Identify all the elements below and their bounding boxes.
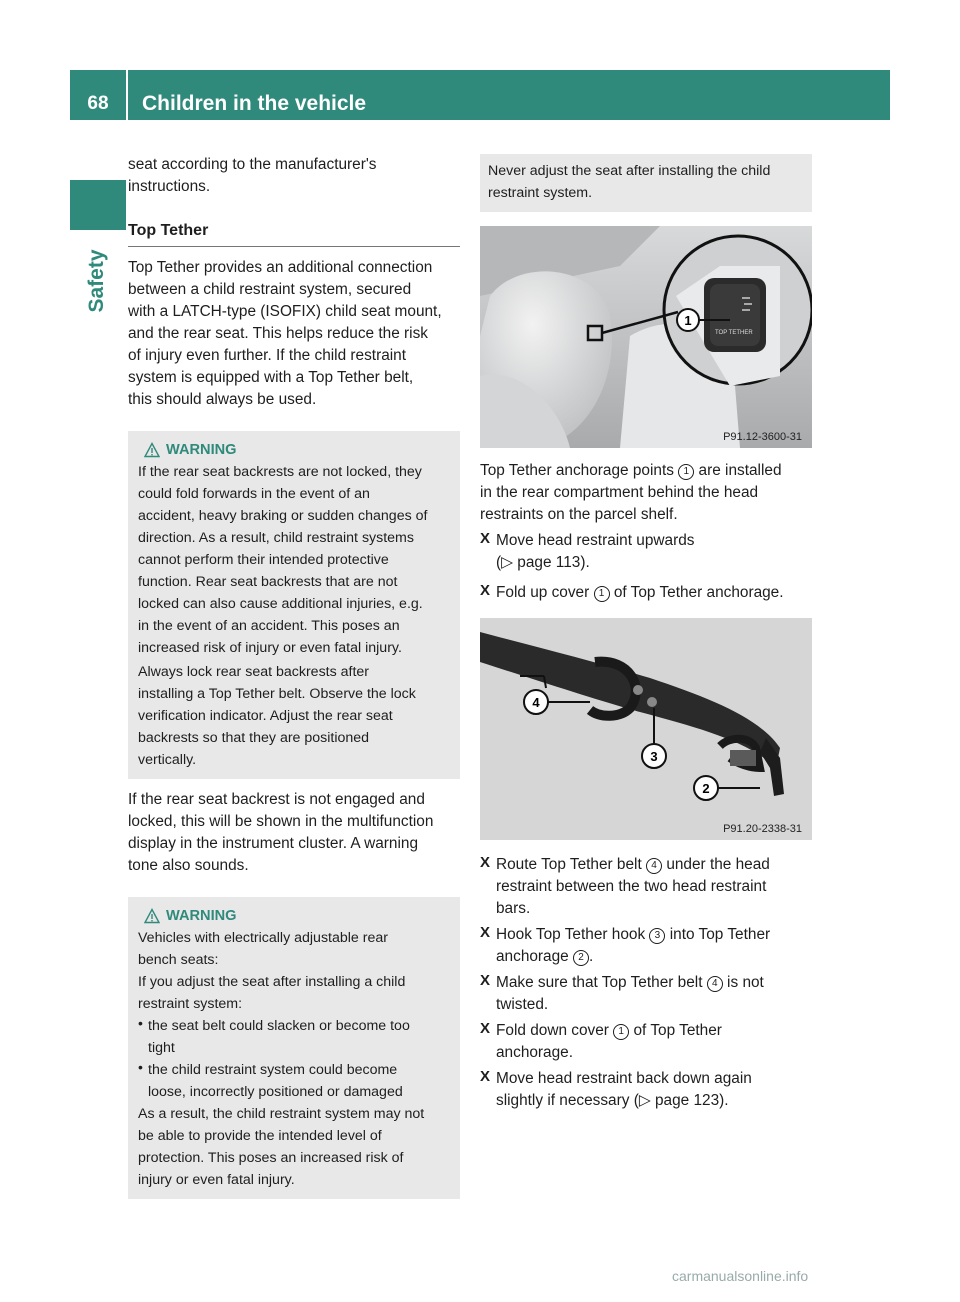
warning-instructions: Always lock rear seat backrests after installing a Top Tether belt. Observe the lock verification indicator. Adjust the rear seat backrests so that they are positioned vertically. [138, 664, 416, 768]
warning-text: Vehicles with electrically adjustable rear bench seats: [138, 930, 388, 968]
note-text: Never adjust the seat after installing the child restraint system. [488, 163, 771, 201]
note-box [480, 154, 812, 212]
figure-code: P91.20-2338-31 [723, 823, 802, 835]
instruction-step: X Make sure that Top Tether belt 4 is not twisted. [480, 972, 764, 1013]
warning-heading: WARNING [138, 439, 450, 461]
callout-1: 1 [684, 313, 692, 328]
intro-text: seat according to the manufacturer's instructions. [128, 156, 377, 195]
figure-illustration [480, 618, 812, 840]
section-tab-marker [70, 180, 126, 230]
heading-rule [128, 246, 460, 247]
watermark: carmanualsonline.info [672, 1268, 809, 1284]
figure-top-tether-hook [480, 618, 812, 840]
instruction-step: X Route Top Tether belt 4 under the head restraint between the two head restraint bars. [480, 854, 770, 917]
page-title: Children in the vehicle [142, 92, 367, 115]
warning-box-seat-adjust [128, 897, 460, 1199]
figure-illustration [480, 226, 812, 448]
anchorage-description: Top Tether anchorage points 1 are installed in the rear compartment behind the head restraints on the parcel shelf. [480, 462, 782, 523]
warning-bullet: • the child restraint system could become loose, incorrectly positioned or damaged [138, 1059, 403, 1100]
figure-code: P91.12-3600-31 [723, 431, 802, 443]
warning-conclusion: As a result, the child restraint system may not be able to provide the intended level of protection. This poses an increased risk of injury or even fatal injury. [138, 1106, 425, 1188]
figure-top-tether-location [480, 226, 812, 448]
section-heading: Top Tether [128, 222, 209, 239]
warning-text: If the rear seat backrests are not locked, they could fold forwards in the event of an accident, heavy braking or sudden changes of direction. As a result, child restraint systems cannot perform their intended protective function. Rear seat backrests that are not locked can also cause additional injuries, e.g. in the event of an accident. This poses an increased risk of injury or even fatal injury. [138, 464, 428, 656]
warning-bullet: • the seat belt could slacken or become too tight [138, 1015, 410, 1056]
instruction-step: X Move head restraint back down again slightly if necessary (▷ page 123). [480, 1068, 752, 1109]
top-tether-description: Top Tether provides an additional connection between a child restraint system, secured with a LATCH-type (ISOFIX) child seat mount, and the rear seat. This helps reduce the risk of injury even further. If the child restraint system is equipped with a Top Tether belt, this should always be used. [128, 259, 442, 408]
instruction-step: X Fold up cover 1 of Top Tether anchorage. [480, 582, 784, 601]
instruction-step: X Fold down cover 1 of Top Tether anchorage. [480, 1020, 722, 1061]
cover-label: TOP TETHER [715, 330, 753, 336]
warning-triangle-icon [144, 908, 160, 924]
callout-4: 4 [532, 695, 540, 710]
warning-box-backrest [128, 431, 460, 779]
warning-heading: WARNING [138, 905, 450, 927]
section-label: Safety [85, 249, 108, 313]
left-column [128, 154, 460, 1199]
callout-ref-1: 1 [678, 464, 694, 480]
backrest-indicator-text: If the rear seat backrest is not engaged and locked, this will be shown in the multifunction display in the instrument cluster. A warning tone also sounds. [128, 791, 434, 874]
instruction-step: X Move head restraint upwards (▷ page 113). [480, 530, 695, 571]
page-ref-arrow: ▷ [501, 554, 513, 571]
right-column [480, 154, 812, 1112]
header-divider [126, 70, 128, 120]
callout-2: 2 [702, 781, 710, 796]
warning-triangle-icon [144, 442, 160, 458]
callout-3: 3 [650, 749, 658, 764]
instruction-step: X Hook Top Tether hook 3 into Top Tether anchorage 2 . [480, 924, 771, 965]
page-number: 68 [87, 93, 109, 114]
section-tab [86, 236, 110, 326]
warning-text: If you adjust the seat after installing a child restraint system: [138, 974, 406, 1012]
